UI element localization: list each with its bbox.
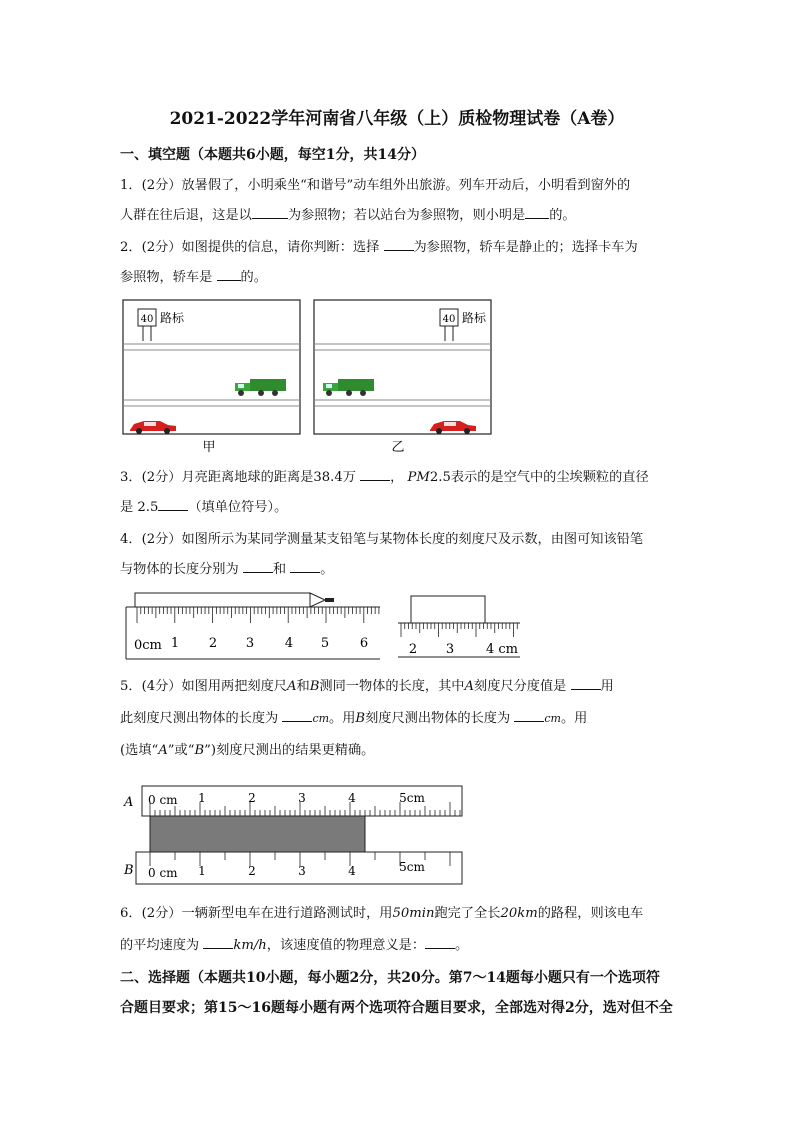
q6-line2: 的平均速度为 km/h，该速度值的物理意义是： 。: [120, 938, 469, 953]
answer-blank[interactable]: [290, 560, 320, 573]
q2-line1: 2．(2分）如图提供的信息，请你判断：选择 为参照物，轿车是静止的；选择卡车为: [120, 240, 638, 255]
answer-blank[interactable]: [282, 709, 312, 722]
tick-label: 2: [248, 791, 256, 805]
figure-rulers-pencil: [120, 588, 530, 664]
question-5: [120, 677, 676, 761]
answer-blank[interactable]: [217, 268, 241, 281]
q3-line2: 是 2.5 （填单位符号）。: [120, 500, 288, 515]
ruler-left: [126, 607, 380, 659]
tick-label: 3: [445, 642, 455, 657]
pencil: [135, 593, 334, 607]
tick-label: 3: [298, 791, 306, 805]
tick-label: 5: [320, 636, 330, 651]
tick-label: 2: [408, 642, 418, 657]
question-6: [120, 904, 676, 956]
tick-label: 3: [298, 864, 306, 878]
tick-label: 0 cm: [148, 793, 178, 807]
answer-blank[interactable]: [384, 238, 414, 251]
tick-label: 3: [245, 636, 255, 651]
question-2: [120, 238, 676, 288]
q4-line2: 与物体的长度分别为 和 。: [120, 562, 334, 577]
figure-rulers-ab: [120, 782, 470, 888]
label-b: B: [124, 863, 134, 878]
tick-label: 4: [284, 636, 294, 651]
caption-jia: 甲: [202, 440, 216, 455]
answer-blank[interactable]: [571, 677, 601, 690]
ruler-b: [136, 852, 462, 884]
answer-blank[interactable]: [425, 936, 455, 949]
q1-line1: 1．(2分）放暑假了，小明乘坐“和谐号”动车组外出旅游。列车开动后，小明看到窗外的: [120, 178, 631, 193]
question-1: [120, 176, 676, 226]
figure-road-scene: [120, 296, 500, 460]
section-heading-2: 二、选择题（本题共10小题，每小题2分，共20分。第7～14题每小题只有一个选项符 合题目要求；第15～16题每小题有两个选项符合题目要求，全部选对得2分，选对但不全: [120, 970, 673, 1016]
tick-label: 2: [208, 636, 218, 651]
tick-label: 4: [348, 864, 356, 878]
answer-blank[interactable]: [525, 206, 549, 219]
block-object: [411, 596, 485, 623]
q4-line1: 4．(2分）如图所示为某同学测量某支铅笔与某物体长度的刻度尺及示数，由图可知该铅笔: [120, 532, 644, 547]
tick-label: 0 cm: [148, 866, 178, 880]
caption-yi: 乙: [391, 440, 405, 455]
answer-blank[interactable]: [252, 206, 288, 219]
answer-blank[interactable]: [158, 498, 188, 511]
sign-text: 路标: [160, 311, 185, 325]
tick-label: 1: [198, 864, 206, 878]
q5-line2: 此刻度尺测出物体的长度为 cm。用B刻度尺测出物体的长度为 cm。用: [120, 711, 588, 726]
ruler-right: [398, 623, 520, 657]
tick-label: 0cm: [134, 638, 162, 653]
answer-blank[interactable]: [243, 560, 273, 573]
answer-blank[interactable]: [360, 468, 390, 481]
q1-line2: 人群在往后退，这是以 为参照物；若以站台为参照物，则小明是 的。: [120, 208, 576, 223]
answer-blank[interactable]: [514, 709, 544, 722]
ruler-a: [142, 786, 462, 816]
tick-label: 5cm: [399, 860, 425, 874]
q6-line1: 6．(2分）一辆新型电车在进行道路测试时，用50min跑完了全长20km的路程，则该电车: [120, 906, 644, 921]
question-3: [120, 468, 676, 518]
q3-line1: 3．(2分）月亮距离地球的距离是38.4万 ， PM2.5表示的是空气中的尘埃颗粒的直径: [120, 470, 649, 485]
page-title: 2021-2022学年河南省八年级（上）质检物理试卷（A卷）: [169, 109, 625, 129]
q2-line2: 参照物，轿车是 的。: [120, 270, 267, 285]
tick-label: 2: [248, 864, 256, 878]
tick-label: 4: [348, 791, 356, 805]
tick-label: 1: [170, 636, 180, 651]
question-4: [120, 530, 676, 580]
tick-label: 5cm: [399, 791, 425, 805]
answer-blank[interactable]: [203, 936, 233, 949]
label-a: A: [124, 795, 134, 810]
measured-object: [150, 816, 365, 852]
tick-label: 1: [198, 791, 206, 805]
panel-yi: [314, 300, 491, 455]
panel-jia: [123, 300, 300, 455]
sign-number: 40: [140, 314, 154, 325]
tick-label: 6: [359, 636, 369, 651]
sign-number: 40: [442, 314, 456, 325]
section-heading-1: 一、填空题（本题共6小题，每空1分，共14分）: [120, 147, 425, 163]
sign-text: 路标: [462, 311, 487, 325]
tick-label: 4 cm: [485, 642, 519, 657]
q5-line1: 5．(4分）如图用两把刻度尺A和B测同一物体的长度，其中A刻度尺分度值是 用: [120, 679, 614, 694]
q5-line3: (选填“A”或“B”)刻度尺测出的结果更精确。: [120, 743, 375, 758]
